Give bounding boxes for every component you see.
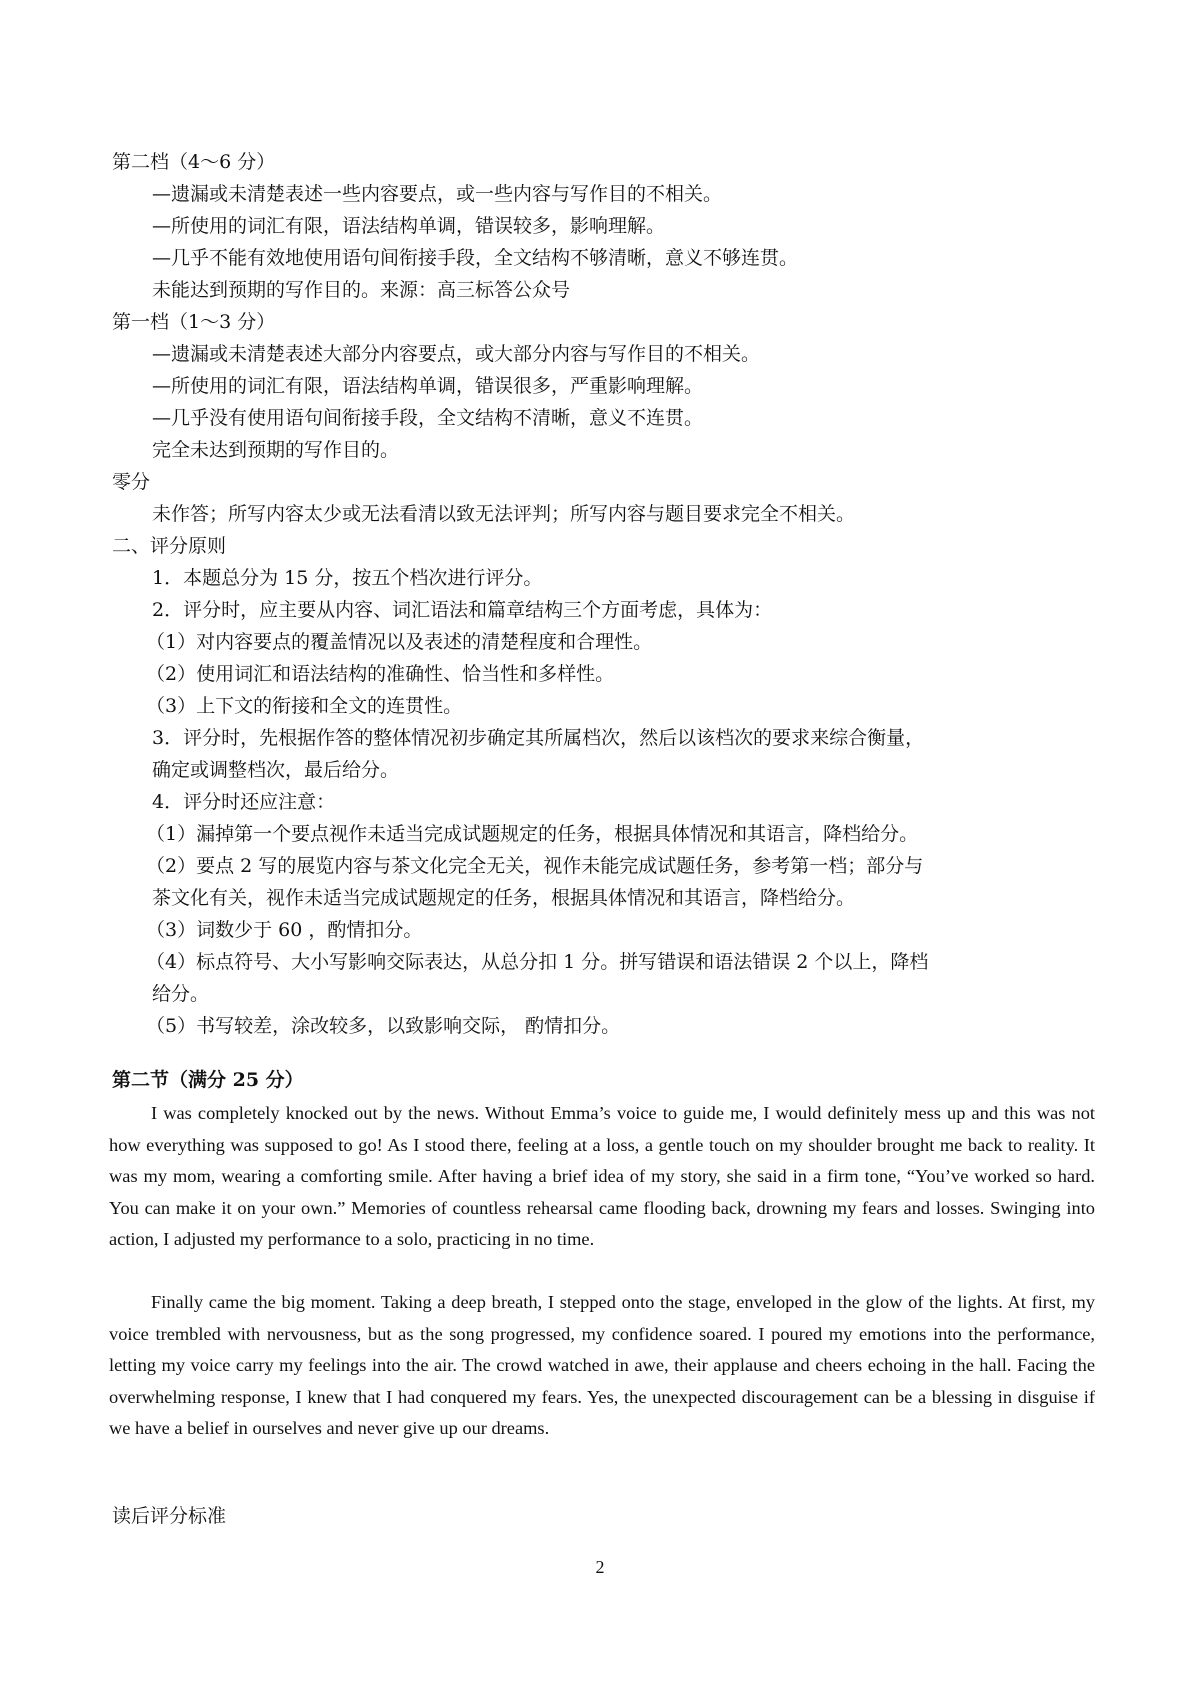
criteria-line: —几乎不能有效地使用语句间衔接手段，全文结构不够清晰，意义不够连贯。 xyxy=(152,247,799,269)
criteria-line: 4．评分时还应注意： xyxy=(152,791,336,813)
criteria-line: （2）要点 2 写的展览内容与茶文化完全无关，视作未能完成试题任务，参考第一档；部分与 xyxy=(146,855,924,877)
page-number: 2 xyxy=(595,1557,605,1577)
criteria-line: 1．本题总分为 15 分，按五个档次进行评分。 xyxy=(152,567,543,589)
criteria-line: （1）漏掉第一个要点视作未适当完成试题规定的任务，根据具体情况和其语言，降档给分。 xyxy=(146,823,919,845)
criteria-line: 零分 xyxy=(112,471,151,493)
criteria-line: （3）词数少于 60 ，酌情扣分。 xyxy=(146,919,423,941)
criteria-line: 第二档（4～6 分） xyxy=(112,151,276,173)
criteria-line: （2）使用词汇和语法结构的准确性、恰当性和多样性。 xyxy=(146,663,615,685)
criteria-line: （3）上下文的衔接和全文的连贯性。 xyxy=(146,695,463,717)
criteria-line: 确定或调整档次，最后给分。 xyxy=(152,759,400,781)
sample-paragraph-1: I was completely knocked out by the news. Without Emma’s voice to guide me, I would definitely mess up and this was not how everything was supposed to go! As I stood there, feeling at a loss, a gentle touch on my shoulder brought me back to reality. It was my mom, wearing a comforting smile. After having a brief idea of my story, she said in a firm tone, “You’ve worked so hard. You can make it on your own.” Memories of countless rehearsal came flooding back, drowning my fears and losses. Swinging into action, I adjusted my performance to a solo, practicing in no time. xyxy=(109,1103,1095,1250)
criteria-line: （1）对内容要点的覆盖情况以及表述的清楚程度和合理性。 xyxy=(146,631,653,653)
criteria-line: —遗漏或未清楚表述大部分内容要点，或大部分内容与写作目的不相关。 xyxy=(152,343,761,365)
criteria-line: 给分。 xyxy=(152,983,210,1005)
criteria-line: —遗漏或未清楚表述一些内容要点，或一些内容与写作目的不相关。 xyxy=(152,183,723,205)
criteria-line: 二、评分原则 xyxy=(112,535,227,557)
criteria-line: （4）标点符号、大小写影响交际表达，从总分扣 1 分。拼写错误和语法错误 2 个以上，降档 xyxy=(146,951,929,973)
footer-label: 读后评分标准 xyxy=(112,1505,227,1527)
criteria-line: 未作答；所写内容太少或无法看清以致无法评判；所写内容与题目要求完全不相关。 xyxy=(152,503,856,525)
criteria-line: 3．评分时，先根据作答的整体情况初步确定其所属档次，然后以该档次的要求来综合衡量， xyxy=(152,727,925,749)
criteria-line: 完全未达到预期的写作目的。 xyxy=(152,439,400,461)
criteria-line: 未能达到预期的写作目的。来源：高三标答公众号 xyxy=(152,279,571,301)
section-title: 第二节（满分 25 分） xyxy=(112,1069,304,1091)
scoring-criteria-block xyxy=(0,146,1200,1042)
criteria-line: （5）书写较差，涂改较多，以致影响交际， 酌情扣分。 xyxy=(146,1015,621,1037)
criteria-line: —所使用的词汇有限，语法结构单调，错误较多，影响理解。 xyxy=(152,215,666,237)
criteria-line: —所使用的词汇有限，语法结构单调，错误很多，严重影响理解。 xyxy=(152,375,704,397)
criteria-line: 2．评分时，应主要从内容、词汇语法和篇章结构三个方面考虑，具体为： xyxy=(152,599,773,621)
criteria-line: 第一档（1～3 分） xyxy=(112,311,276,333)
criteria-line: —几乎没有使用语句间衔接手段，全文结构不清晰，意义不连贯。 xyxy=(152,407,704,429)
criteria-line: 茶文化有关，视作未适当完成试题规定的任务，根据具体情况和其语言，降档给分。 xyxy=(152,887,856,909)
sample-paragraph-2: Finally came the big moment. Taking a deep breath, I stepped onto the stage, enveloped in the glow of the lights. At first, my voice trembled with nervousness, but as the song progressed, my confidence soared. I poured my emotions into the performance, letting my voice carry my feelings into the air. The crowd watched in awe, their applause and cheers echoing in the hall. Facing the overwhelming response, I knew that I had conquered my fears. Yes, the unexpected discouragement can be a blessing in disguise if we have a belief in ourselves and never give up our dreams. xyxy=(109,1292,1095,1439)
